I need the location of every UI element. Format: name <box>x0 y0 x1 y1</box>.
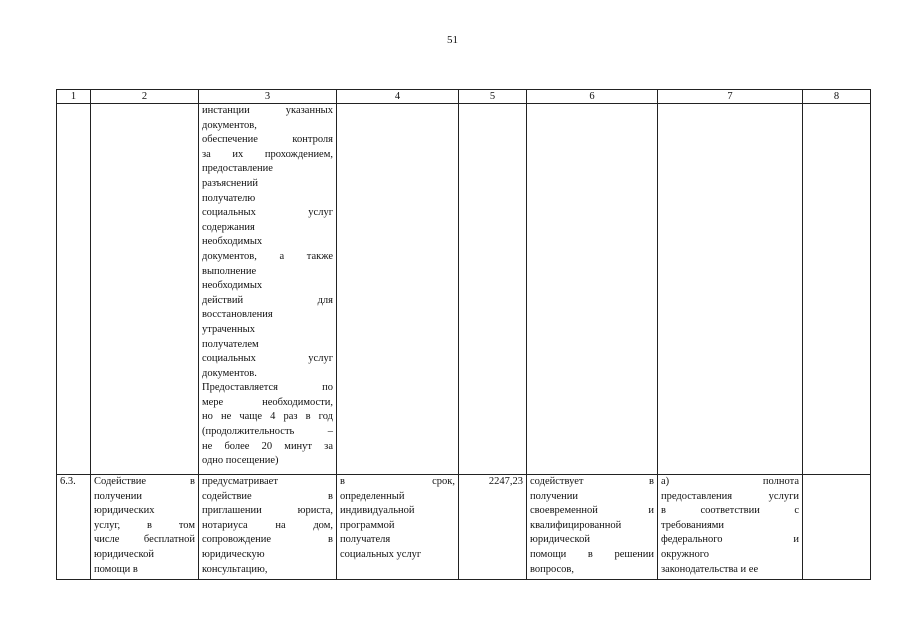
text-line: юридических <box>94 505 155 517</box>
text-line: документов, <box>202 119 257 131</box>
row-number-cell: 6.3. <box>57 475 91 580</box>
text-line: своевременной и <box>530 505 654 517</box>
text-line: действий для <box>202 294 333 306</box>
text-line: получателя <box>340 534 391 546</box>
header-cell: 7 <box>658 90 803 104</box>
text-line: социальных услуг <box>202 207 333 219</box>
text-line: предоставление <box>202 163 273 175</box>
text-line: восстановления <box>202 309 273 321</box>
text-line: числе бесплатной <box>94 534 195 546</box>
text-line: определенный <box>340 490 405 502</box>
text-line: содержания <box>202 221 255 233</box>
text-line: предусматривает <box>202 476 278 487</box>
text-line: Содействие в <box>94 476 195 487</box>
conditions-cell <box>803 475 871 580</box>
text-line: обеспечение контроля <box>202 134 333 146</box>
header-cell: 8 <box>803 90 871 104</box>
table-row <box>57 475 871 580</box>
header-cell: 2 <box>91 90 199 104</box>
table-cell <box>459 104 527 475</box>
text-line: нотариуса на дом, <box>202 519 333 531</box>
text-line: в срок, <box>340 476 455 487</box>
text-line: в соответствии с <box>661 505 799 517</box>
text-line: федерального и <box>661 534 799 546</box>
service-term-cell <box>337 475 459 580</box>
service-description-cell <box>199 104 337 475</box>
text-line: документов, а также <box>202 250 333 262</box>
text-line: консультацию, <box>202 563 268 575</box>
table-cell <box>57 104 91 475</box>
text-line: за их прохождением, <box>202 148 333 160</box>
text-line: Предоставляется по <box>202 382 333 394</box>
text-line: мере необходимости, <box>202 396 333 408</box>
text-line: утраченных <box>202 323 255 335</box>
text-line: выполнение <box>202 265 257 277</box>
text-line: помощи в <box>94 563 138 575</box>
text-line: социальных услуг <box>340 548 422 560</box>
text-line: (продолжительность – <box>202 426 333 438</box>
table-cell <box>91 104 199 475</box>
text-line: требованиями <box>661 519 725 531</box>
service-name-cell <box>91 475 199 580</box>
text-line: индивидуальной <box>340 505 415 517</box>
text-line: одно посещение) <box>202 455 279 467</box>
text-line: необходимых <box>202 280 263 292</box>
text-line: приглашении юриста, <box>202 505 333 517</box>
text-line: инстанции указанных <box>202 105 333 116</box>
text-line: услуг, в том <box>94 519 195 531</box>
header-cell: 5 <box>459 90 527 104</box>
text-line: разъяснений <box>202 177 258 189</box>
text-line: вопросов, <box>530 563 575 575</box>
continuation-row <box>57 104 871 475</box>
header-cell: 1 <box>57 90 91 104</box>
header-cell: 3 <box>199 90 337 104</box>
text-line: помощи в решении <box>530 548 654 560</box>
text-line: юридической <box>94 548 154 560</box>
page-number: 51 <box>447 34 458 46</box>
text-line: программой <box>340 519 395 531</box>
text-line: содействует в <box>530 476 654 487</box>
text-line: содействие в <box>202 490 333 502</box>
table-cell <box>658 104 803 475</box>
text-line: получателю <box>202 192 256 204</box>
quality-indicator-cell <box>658 475 803 580</box>
text-line: юридической <box>530 534 590 546</box>
text-line: получателем <box>202 338 259 350</box>
text-line: необходимых <box>202 236 263 248</box>
table-cell <box>337 104 459 475</box>
text-line: получении <box>530 490 579 502</box>
service-description-cell <box>199 475 337 580</box>
text-line: а) полнота <box>661 476 799 487</box>
text-line: квалифицированной <box>530 519 622 531</box>
header-cell: 4 <box>337 90 459 104</box>
text-line: получении <box>94 490 143 502</box>
header-row <box>57 90 871 104</box>
text-line: окружного <box>661 548 709 560</box>
text-line: документов. <box>202 367 257 379</box>
text-line: социальных услуг <box>202 353 333 365</box>
text-line: законодательства и ее <box>661 563 759 575</box>
header-cell: 6 <box>527 90 658 104</box>
text-line: сопровождение в <box>202 534 333 546</box>
text-line: юридическую <box>202 548 265 560</box>
table-cell <box>803 104 871 475</box>
services-table <box>56 89 871 580</box>
text-line: но не чаще 4 раз в год <box>202 411 333 423</box>
text-line: предоставления услуги <box>661 490 799 502</box>
service-result-cell <box>527 475 658 580</box>
tariff-cell: 2247,23 <box>459 475 527 580</box>
text-line: не более 20 минут за <box>202 440 333 452</box>
table-cell <box>527 104 658 475</box>
